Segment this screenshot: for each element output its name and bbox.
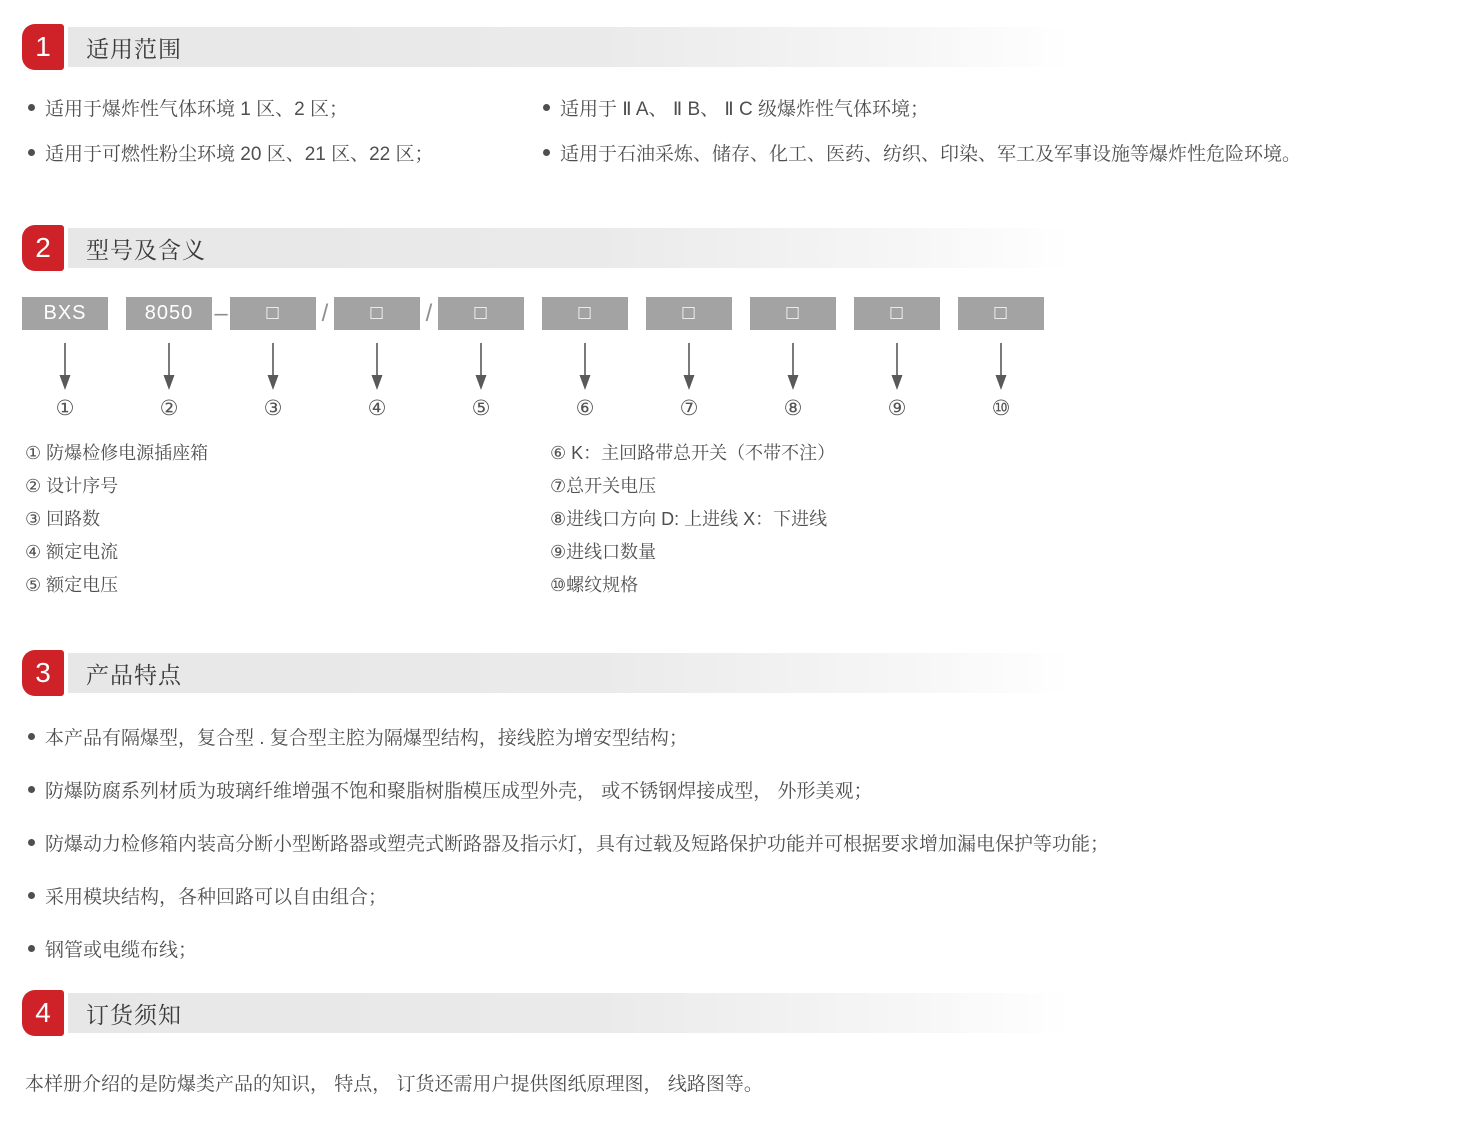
legend-item: ③ 回路数 <box>25 509 101 529</box>
scope-bullet-text: 适用于 Ⅱ A、 Ⅱ B、 Ⅱ C 级爆炸性气体环境； <box>560 99 930 120</box>
bullet-icon <box>28 892 35 899</box>
feature-text: 钢管或电缆布线； <box>45 940 198 961</box>
section-1-header <box>0 24 1462 70</box>
model-box: □ <box>750 297 836 330</box>
scope-left-column <box>25 85 540 175</box>
legend-item: ⑧进线口方向 D: 上进线 X：下进线 <box>550 509 828 529</box>
bullet-icon <box>28 104 35 111</box>
model-box: 8050 <box>126 297 212 330</box>
model-separator <box>524 297 542 330</box>
scope-bullet <box>25 130 540 175</box>
section-2-number-badge: 2 <box>22 225 64 271</box>
model-legend <box>25 437 1462 602</box>
down-arrow-icon <box>370 343 384 391</box>
scope-right-column <box>540 85 1462 175</box>
model-box: □ <box>854 297 940 330</box>
model-column <box>750 297 836 421</box>
down-arrow-icon <box>890 343 904 391</box>
model-column <box>230 297 316 421</box>
section-4-number-badge: 4 <box>22 990 64 1036</box>
legend-item: ⑥ K：主回路带总开关（不带不注） <box>550 443 836 463</box>
feature-bullet <box>25 776 1462 803</box>
legend-item: ⑩螺纹规格 <box>550 575 639 595</box>
section-1-title-bar <box>68 27 1462 67</box>
feature-bullet <box>25 829 1462 856</box>
legend-item: ① 防爆检修电源插座箱 <box>25 443 209 463</box>
scope-section <box>25 85 1462 175</box>
legend-item: ⑨进线口数量 <box>550 542 657 562</box>
features-section <box>25 723 1462 962</box>
bullet-icon <box>28 839 35 846</box>
section-2-header <box>0 225 1462 271</box>
section-1-number-badge: 1 <box>22 24 64 70</box>
down-arrow-icon <box>786 343 800 391</box>
section-3-title: 产品特点 <box>86 661 182 688</box>
circled-number: ② <box>159 397 179 420</box>
model-code-diagram <box>22 297 1462 421</box>
section-3-title-bar <box>68 653 1462 693</box>
bullet-icon <box>28 786 35 793</box>
model-column <box>22 297 108 421</box>
model-box: □ <box>438 297 524 330</box>
circled-number: ⑦ <box>679 397 699 420</box>
model-separator <box>836 297 854 330</box>
scope-bullet-text: 适用于可燃性粉尘环境 20 区、21 区、22 区； <box>45 144 434 165</box>
bullet-icon <box>28 733 35 740</box>
model-column <box>438 297 524 421</box>
scope-bullet-text: 适用于爆炸性气体环境 1 区、2 区； <box>45 99 348 120</box>
model-column <box>334 297 420 421</box>
down-arrow-icon <box>474 343 488 391</box>
model-column <box>958 297 1044 421</box>
circled-number: ⑩ <box>991 397 1011 420</box>
model-column <box>854 297 940 421</box>
down-arrow-icon <box>162 343 176 391</box>
down-arrow-icon <box>994 343 1008 391</box>
circled-number: ⑧ <box>783 397 803 420</box>
model-column <box>646 297 732 421</box>
model-box: BXS <box>22 297 108 330</box>
legend-item: ⑦总开关电压 <box>550 476 657 496</box>
scope-bullet <box>25 85 540 130</box>
model-separator <box>628 297 646 330</box>
feature-text: 采用模块结构，各种回路可以自由组合； <box>45 887 388 908</box>
scope-bullet-text: 适用于石油采炼、储存、化工、医药、纺织、印染、军工及军事设施等爆炸性危险环境。 <box>560 144 1302 165</box>
ordering-note: 本样册介绍的是防爆类产品的知识， 特点， 订货还需用户提供图纸原理图， 线路图等。 <box>25 1074 763 1095</box>
model-box: □ <box>646 297 732 330</box>
model-separator <box>732 297 750 330</box>
down-arrow-icon <box>578 343 592 391</box>
scope-bullet <box>540 85 1462 130</box>
feature-bullet <box>25 935 1462 962</box>
circled-number: ④ <box>367 397 387 420</box>
model-box: □ <box>542 297 628 330</box>
section-2-title-bar <box>68 228 1462 268</box>
legend-right-column <box>550 437 1462 602</box>
legend-left-column <box>25 437 550 602</box>
model-separator: – <box>214 299 228 327</box>
down-arrow-icon <box>682 343 696 391</box>
scope-bullet <box>540 130 1462 175</box>
model-box: □ <box>958 297 1044 330</box>
section-1-title: 适用范围 <box>86 35 182 62</box>
section-4-header <box>0 990 1462 1036</box>
bullet-icon <box>28 945 35 952</box>
legend-item: ⑤ 额定电压 <box>25 575 119 595</box>
model-separator <box>940 297 958 330</box>
section-3-number-badge: 3 <box>22 650 64 696</box>
model-separator <box>108 297 126 330</box>
circled-number: ⑨ <box>887 397 907 420</box>
model-box: □ <box>334 297 420 330</box>
down-arrow-icon <box>58 343 72 391</box>
circled-number: ③ <box>263 397 283 420</box>
down-arrow-icon <box>266 343 280 391</box>
circled-number: ⑤ <box>471 397 491 420</box>
circled-number: ⑥ <box>575 397 595 420</box>
feature-bullet <box>25 882 1462 909</box>
feature-text: 防爆防腐系列材质为玻璃纤维增强不饱和聚脂树脂模压成型外壳， 或不锈钢焊接成型， 外形美观； <box>45 781 873 802</box>
bullet-icon <box>543 149 550 156</box>
model-column <box>542 297 628 421</box>
model-box: □ <box>230 297 316 330</box>
section-2-title: 型号及含义 <box>86 236 206 263</box>
bullet-icon <box>543 104 550 111</box>
model-separator: / <box>425 299 433 327</box>
bullet-icon <box>28 149 35 156</box>
circled-number: ① <box>55 397 75 420</box>
model-column <box>126 297 212 421</box>
section-4-title: 订货须知 <box>86 1001 182 1028</box>
feature-bullet <box>25 723 1462 750</box>
feature-text: 防爆动力检修箱内装高分断小型断路器或塑壳式断路器及指示灯，具有过载及短路保护功能并可根据要求增加漏电保护等功能； <box>45 834 1110 855</box>
section-4-title-bar <box>68 993 1462 1033</box>
feature-text: 本产品有隔爆型，复合型 . 复合型主腔为隔爆型结构，接线腔为增安型结构； <box>45 728 688 749</box>
model-separator: / <box>321 299 329 327</box>
section-3-header <box>0 650 1462 696</box>
legend-item: ④ 额定电流 <box>25 542 119 562</box>
legend-item: ② 设计序号 <box>25 476 119 496</box>
